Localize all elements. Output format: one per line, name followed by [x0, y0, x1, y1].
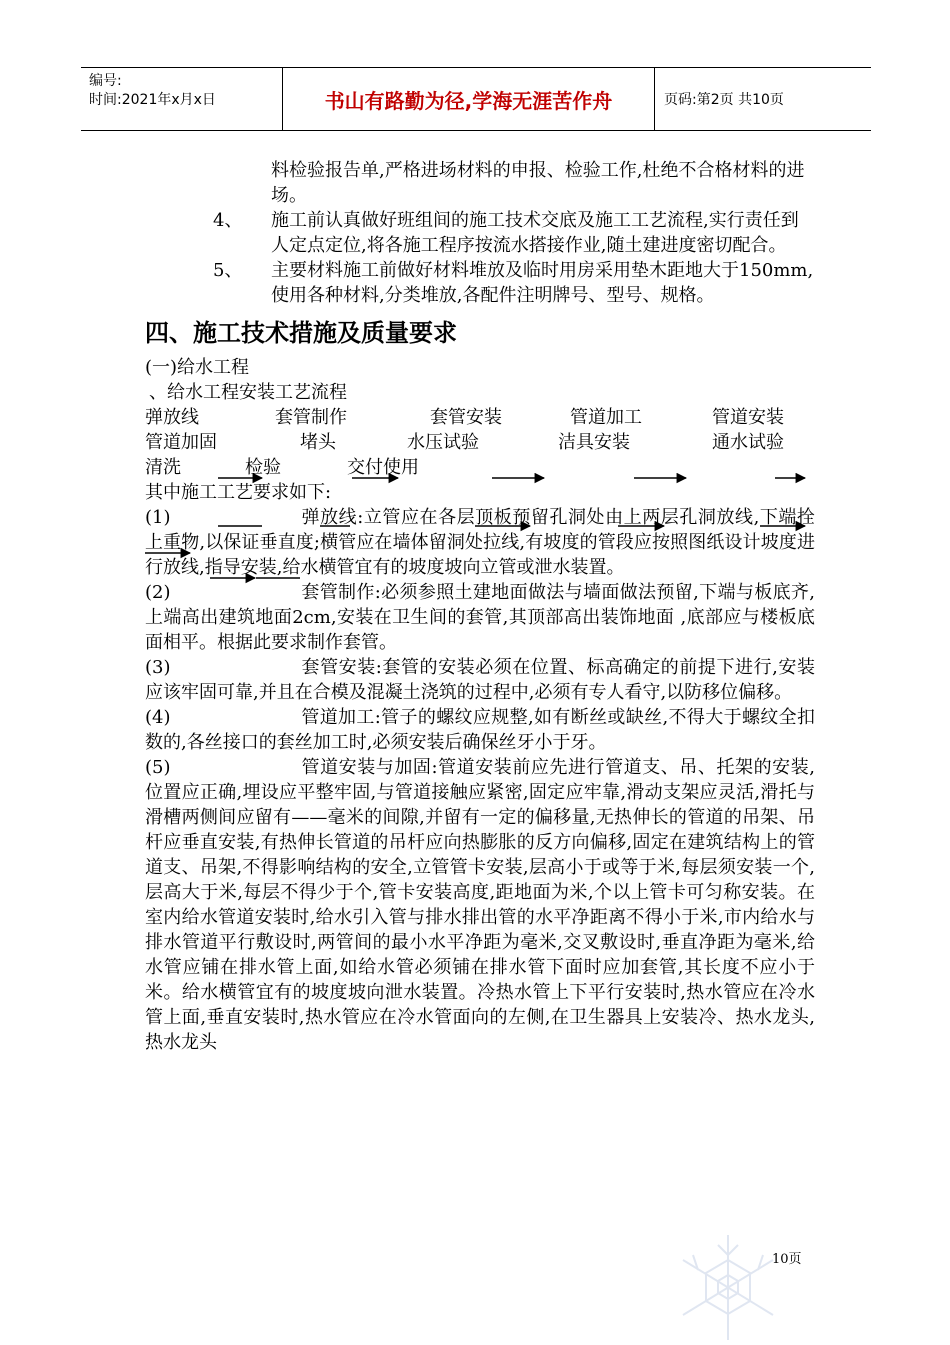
flow-title: 、给水工程安装工艺流程: [149, 382, 347, 403]
document-body: [145, 158, 815, 1055]
paragraph-label: (2): [145, 582, 171, 603]
requirement-paragraph: [145, 505, 815, 580]
requirements-intro: 其中施工工艺要求如下:: [145, 482, 332, 503]
flow-step: 套管制作: [275, 407, 347, 428]
list-item-text: 施工前认真做好班组间的施工技术交底及施工工艺流程,实行责任到人定点定位,将各施工程序按流水搭接作业,随土建进度密切配合。: [271, 210, 799, 256]
page-number: 10页: [772, 1252, 802, 1267]
paragraph-text: 套管安装:套管的安装必须在位置、标高确定的前提下进行,安装应该牢固可靠,并且在合模及混凝土浇筑的过程中,必须有专人看守,以防移位偏移。: [145, 657, 815, 703]
list-item: [145, 208, 815, 258]
paragraph-label: (4): [145, 707, 171, 728]
flow-step: 套管安装: [430, 407, 502, 428]
time-label: 时间:2021年x月x日: [89, 92, 216, 108]
snowflake-watermark-icon: [658, 1225, 798, 1345]
header-page-label: 页码:第2页 共10页: [664, 92, 784, 108]
flow-step: 弹放线: [145, 407, 199, 428]
flow-step: 管道安装: [712, 407, 784, 428]
header-meta: [89, 72, 216, 110]
list-item-number: 4、: [213, 210, 243, 231]
flow-row-2: [145, 430, 815, 455]
paragraph-text: 管道安装与加固:管道安装前应先进行管道支、吊、托架的安装,位置应正确,埋设应平整牢固,与管道接触应紧密,固定应牢靠,滑动支架应灵活,滑托与滑槽两侧间应留有——毫米的间隙,并留有一定的偏移量,无热伸长的管道的吊架、吊杆应垂直安装,有热伸长管道的吊杆应向热膨胀的反方向偏移,固定在建筑结构上的管道支、吊架,不得影响结构的安全,立管管卡安装,层高小于或等于米,每层须安装一个,层高大于米,每层不得少于个,管卡安装高度,距地面为米,个以上管卡可匀称安装。在室内给水管道安装时,给水引入管与排水排出管的水平净距离不得小于米,市内给水与排水管道平行敷设时,两管间的最小水平净距为毫米,交叉敷设时,垂直净距为毫米,给水管应铺在排水管上面,如给水管必须铺在排水管下面时应加套管,其长度不应小于米。给水横管宜有的坡度坡向泄水装置。冷热水管上下平行安装时,热水管应在冷水管上面,垂直安装时,热水管应在冷水管面向的左侧,在卫生器具上安装冷、热水龙头,热水龙头: [145, 757, 815, 1053]
serial-label: 编号:: [89, 73, 122, 89]
header-divider: [654, 68, 655, 130]
requirement-paragraph: [145, 755, 815, 1055]
paragraph-text: 管道加工:管子的螺纹应规整,如有断丝或缺丝,不得大于螺纹全扣数的,各丝接口的套丝加工时,必须安装后确保丝牙小于牙。: [145, 707, 815, 753]
list-item: [145, 258, 815, 308]
flow-row-3: [145, 455, 815, 480]
flow-step: 通水试验: [712, 432, 784, 453]
page-header: [81, 67, 871, 131]
flow-step: 交付使用: [347, 457, 419, 478]
flow-step: 水压试验: [407, 432, 479, 453]
paragraph-text: 弹放线:立管应在各层顶板预留孔洞处由上两层孔洞放线,下端拴上重物,以保证垂直度;横管应在墙体留洞处拉线,有坡度的管段应按照图纸设计坡度进行放线,指导安装,给水横管宜有的坡度坡向立管或泄水装置。: [145, 507, 815, 578]
flow-step: 洁具安装: [558, 432, 630, 453]
list-item-text: 主要材料施工前做好材料堆放及临时用房采用垫木距地大于150mm,使用各种材料,分类堆放,各配件注明牌号、型号、规格。: [271, 260, 814, 306]
paragraph-label: (3): [145, 657, 171, 678]
requirement-paragraph: [145, 655, 815, 705]
requirement-paragraph: [145, 580, 815, 655]
paragraph-label: (5): [145, 757, 171, 778]
flow-step: 管道加固: [145, 432, 217, 453]
header-motto: 书山有路勤为径,学海无涯苦作舟: [324, 88, 613, 113]
list-item-number: 5、: [213, 260, 243, 281]
flow-row-1: [145, 405, 815, 430]
paragraph-text: 套管制作:必须参照土建地面做法与墙面做法预留,下端与板底齐,上端高出建筑地面2cm,安装在卫生间的套管,其顶部高出装饰地面 ,底部应与楼板底面相平。根据此要求制作套管。: [145, 582, 815, 653]
flow-step: 管道加工: [570, 407, 642, 428]
flow-step: 清洗: [145, 457, 181, 478]
flow-step: 检验: [245, 457, 281, 478]
requirement-paragraph: [145, 705, 815, 755]
paragraph-label: (1): [145, 507, 171, 528]
subsection-title: (一)给水工程: [145, 357, 250, 378]
section-heading: 四、施工技术措施及质量要求: [145, 318, 457, 347]
list-item-continuation: 料检验报告单,严格进场材料的申报、检验工作,杜绝不合格材料的进场。: [271, 160, 805, 206]
flow-step: 堵头: [300, 432, 336, 453]
